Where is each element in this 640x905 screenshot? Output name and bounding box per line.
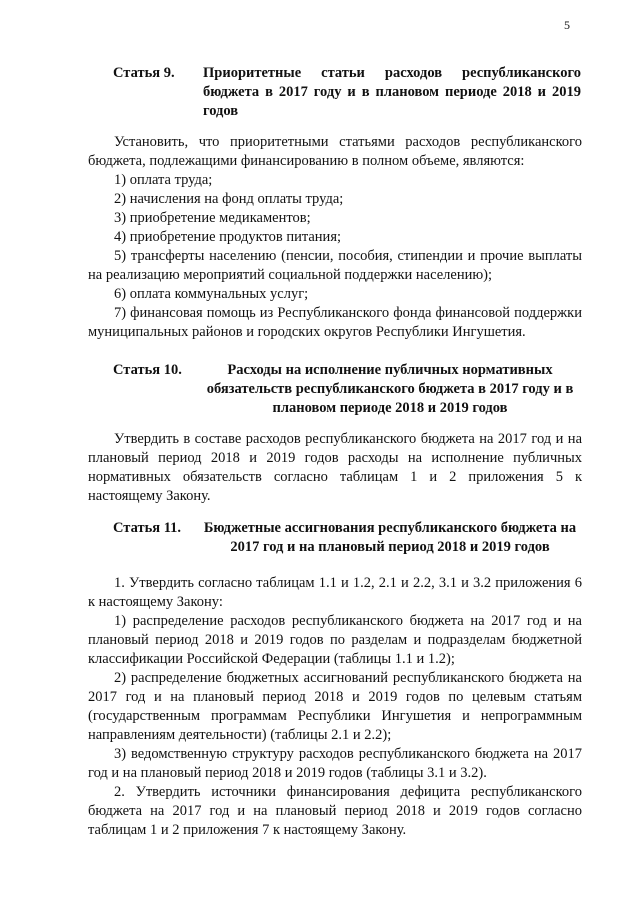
list-item: 1) распределение расходов республиканского бюджета на 2017 год и на плановый период 2018 и 2019 годов по разделам и подразделам бюджетной классификации Российской Федерации (таблицы 1.1 и 1.2);: [88, 613, 582, 667]
article-9-heading: [113, 64, 581, 121]
article-11-label: Статья 11.: [113, 520, 182, 536]
list-item: 6) оплата коммунальных услуг;: [114, 286, 309, 302]
list-item: 1) оплата труда;: [114, 172, 213, 188]
page-number: 5: [564, 18, 570, 32]
article-11-body: [88, 574, 582, 840]
article-11-paragraph-2: 2. Утвердить источники финансирования дефицита республиканского бюджета на 2017 год и на плановый период 2018 и 2019 годов согласно таблицам 1 и 2 приложения 7 к настоящему Закону.: [88, 784, 582, 838]
list-item: 5) трансферты населению (пенсии, пособия, стипендии и прочие выплаты на реализацию мероприятий социальной поддержки населению);: [88, 248, 582, 283]
article-10-text: Утвердить в составе расходов республиканского бюджета на 2017 год и на плановый период 2018 и 2019 годов расходы на исполнение публичных нормативных обязательств согласно таблицам 1 и 2 приложения 5 к настоящему Закону.: [88, 431, 582, 504]
list-item: 2) распределение бюджетных ассигнований республиканского бюджета на 2017 год и на плановый период 2018 и 2019 годов по целевым статьям (государственным программам Республики Ингушетия и непрограммным направлениям деятельности) (таблицы 2.1 и 2.2);: [88, 670, 582, 743]
article-10-label: Статья 10.: [113, 362, 182, 378]
list-item: 3) ведомственную структуру расходов республиканского бюджета на 2017 год и на плановый период 2018 и 2019 годов (таблицы 3.1 и 3.2).: [88, 746, 582, 781]
list-item: 3) приобретение медикаментов;: [114, 210, 311, 226]
article-9-body: [88, 133, 582, 342]
article-11-paragraph-1: 1. Утвердить согласно таблицам 1.1 и 1.2, 2.1 и 2.2, 3.1 и 3.2 приложения 6 к настоящему Закону:: [88, 575, 582, 610]
article-9-intro: Установить, что приоритетными статьями расходов республиканского бюджета, подлежащими финансированию в полном объеме, являются:: [88, 134, 582, 169]
list-item: 4) приобретение продуктов питания;: [114, 229, 342, 245]
list-item: 7) финансовая помощь из Республиканского фонда финансовой поддержки муниципальных районов и городских округов Республики Ингушетия.: [88, 305, 582, 340]
article-10-body: [88, 430, 582, 506]
list-item: 2) начисления на фонд оплаты труда;: [114, 191, 344, 207]
article-11-title: Бюджетные ассигнования республиканского бюджета на 2017 год и на плановый период 2018 и 2019 годов: [203, 520, 577, 555]
article-9-label: Статья 9.: [113, 65, 175, 81]
article-9-title: Приоритетные статьи расходов республиканского бюджета в 2017 году и в плановом периоде 2018 и 2019 годов: [203, 65, 581, 119]
article-10-heading: [113, 361, 581, 418]
article-11-heading: [113, 519, 581, 557]
article-10-title: Расходы на исполнение публичных нормативных обязательств республиканского бюджета в 2017 году и в плановом периоде 2018 и 2019 годов: [206, 362, 574, 416]
